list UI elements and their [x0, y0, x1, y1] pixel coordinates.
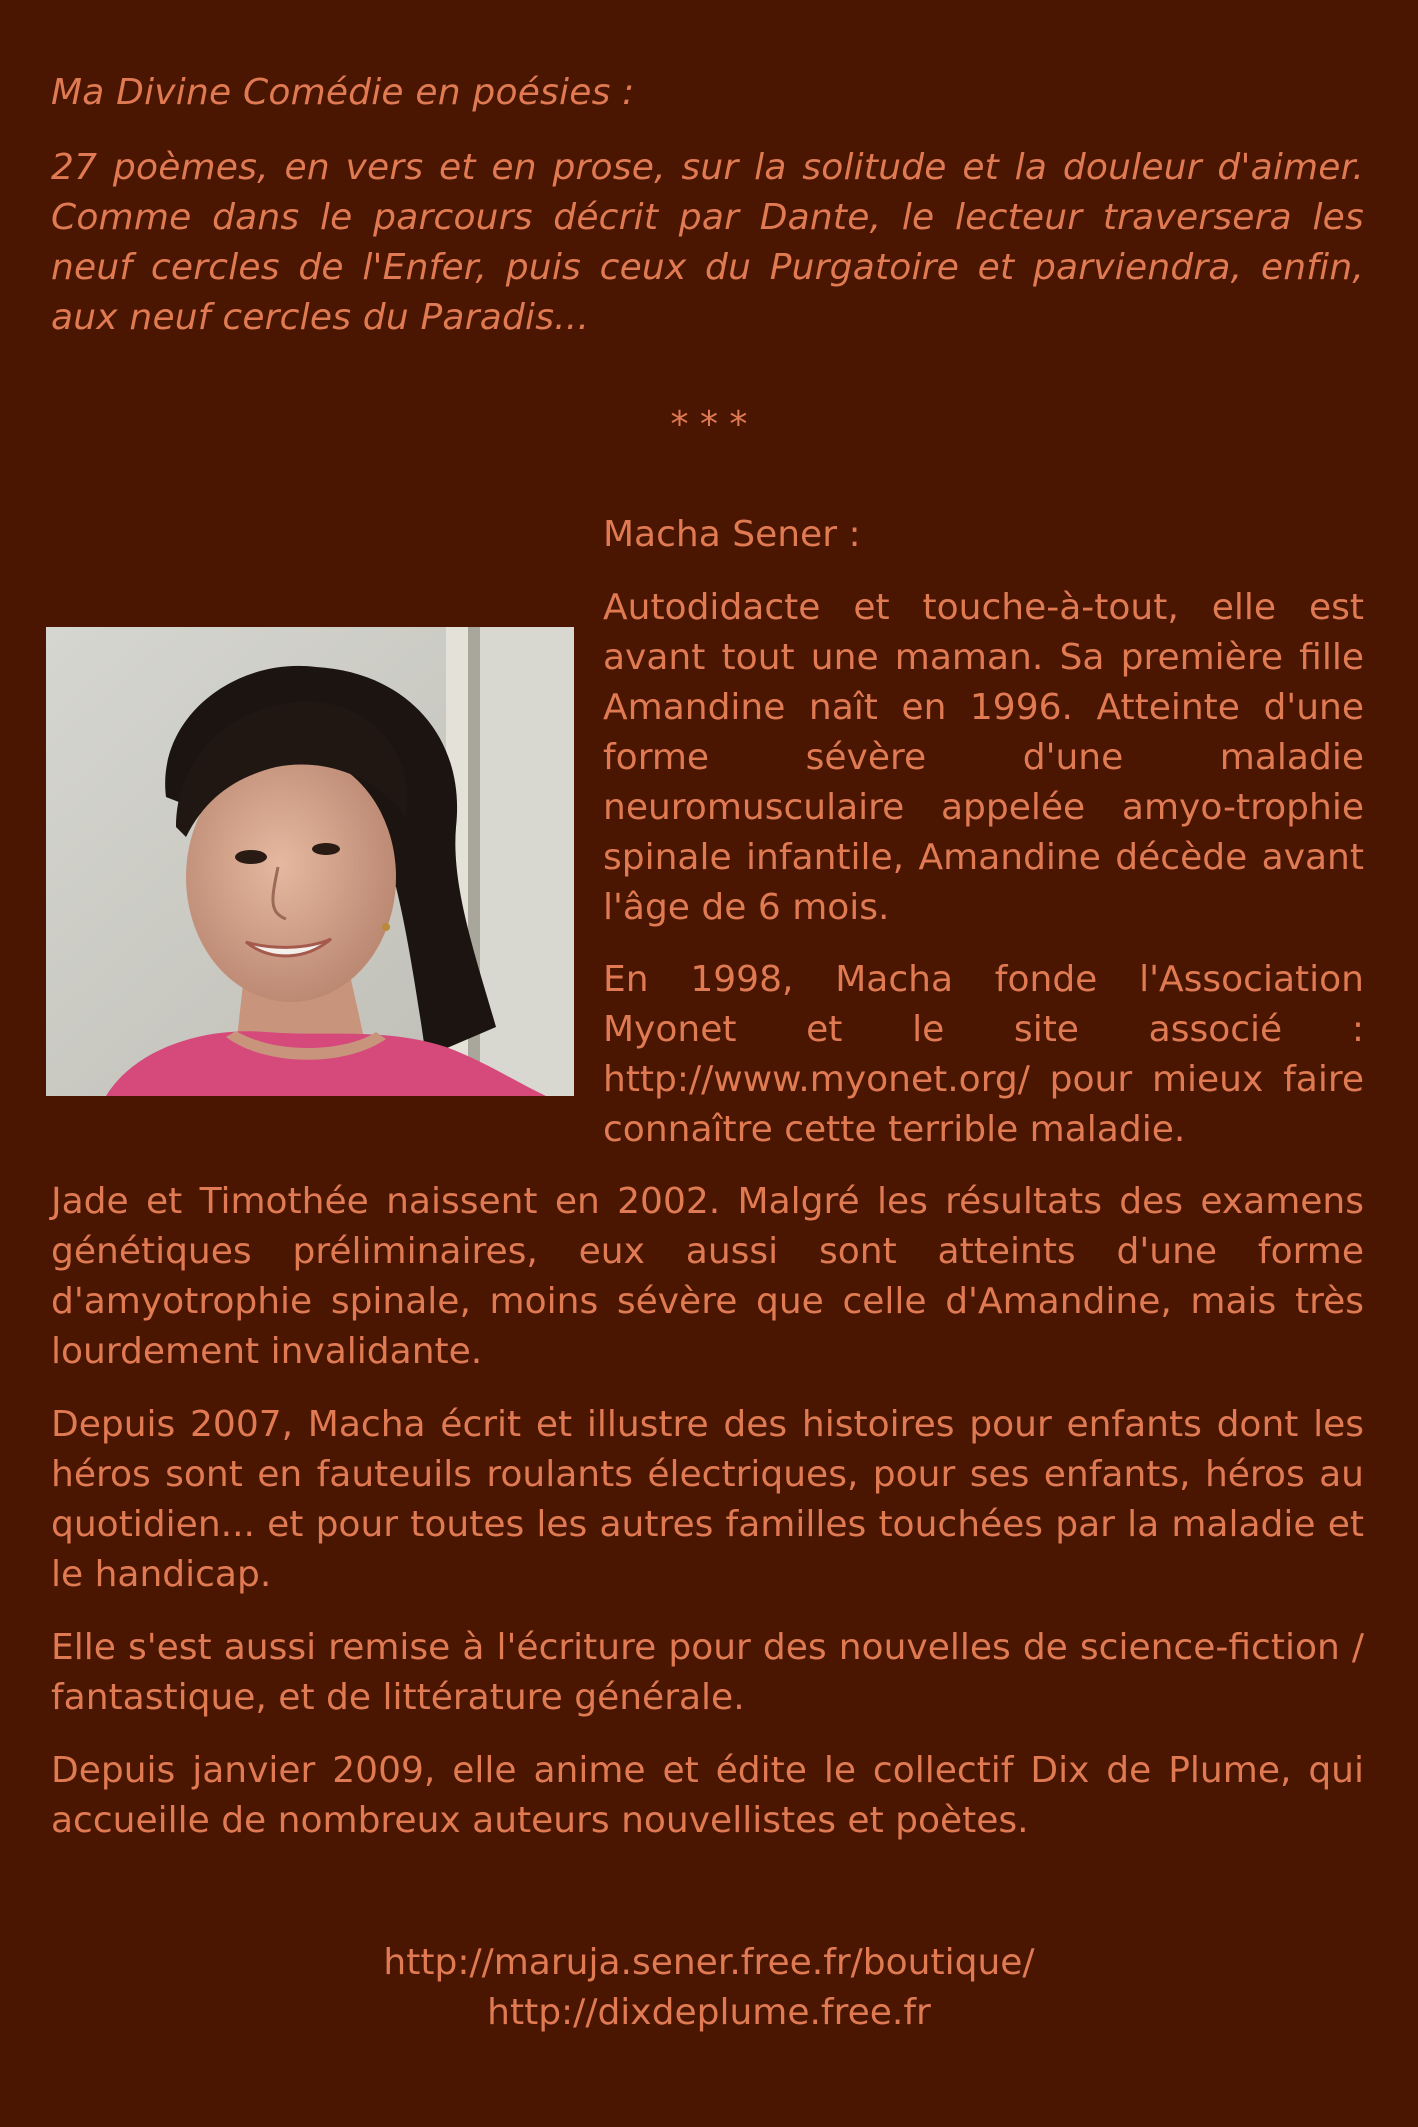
author-photo [46, 627, 574, 1096]
bio-paragraph-4: Depuis 2007, Macha écrit et illustre des histoires pour enfants dont les héros sont en fauteuils roulants électriques, pour ses enfants, héros au quotidien... et pour toutes les autres familles touchées par la maladie et le handicap. [51, 1404, 1364, 1595]
bio-paragraph-5: Elle s'est aussi remise à l'écriture pour des nouvelles de science-fiction / fantastique, et de littérature générale. [51, 1627, 1364, 1718]
links-block [0, 1938, 1418, 2038]
collective-link[interactable]: http://dixdeplume.free.fr [487, 1992, 931, 2033]
shop-link[interactable]: http://maruja.sener.free.fr/boutique/ [383, 1942, 1035, 1983]
bio-paragraph-2: En 1998, Macha fonde l'Association Myonet et le site associé : http://www.myonet.org/ pour mieux faire connaître cette terrible maladie. [603, 959, 1364, 1150]
bio-paragraph-6: Depuis janvier 2009, elle anime et édite le collectif Dix de Plume, qui accueille de nombreux auteurs nouvellistes et poètes. [51, 1750, 1364, 1841]
bio-paragraph-1: Autodidacte et touche-à-tout, elle est avant tout une maman. Sa première fille Amandine naît en 1996. Atteinte d'une forme sévère d'une maladie neuromusculaire appelée amyo-trophie spinale infantile, Amandine décède avant l'âge de 6 mois. [603, 587, 1364, 928]
bio-paragraph-3: Jade et Timothée naissent en 2002. Malgré les résultats des examens génétiques préliminaires, eux aussi sont atteints d'une forme d'amyotrophie spinale, moins sévère que celle d'Amandine, mais très lourdement invalidante. [51, 1181, 1364, 1372]
author-name: Macha Sener : [603, 514, 861, 555]
book-title-heading: Ma Divine Comédie en poésies : [51, 72, 635, 113]
section-separator: * * * [670, 404, 748, 445]
book-summary: 27 poèmes, en vers et en prose, sur la solitude et la douleur d'aimer. Comme dans le parcours décrit par Dante, le lecteur traversera les neuf cercles de l'Enfer, puis ceux du Purgatoire et parviendra, enfin, aux neuf cercles du Paradis... [51, 147, 1364, 338]
